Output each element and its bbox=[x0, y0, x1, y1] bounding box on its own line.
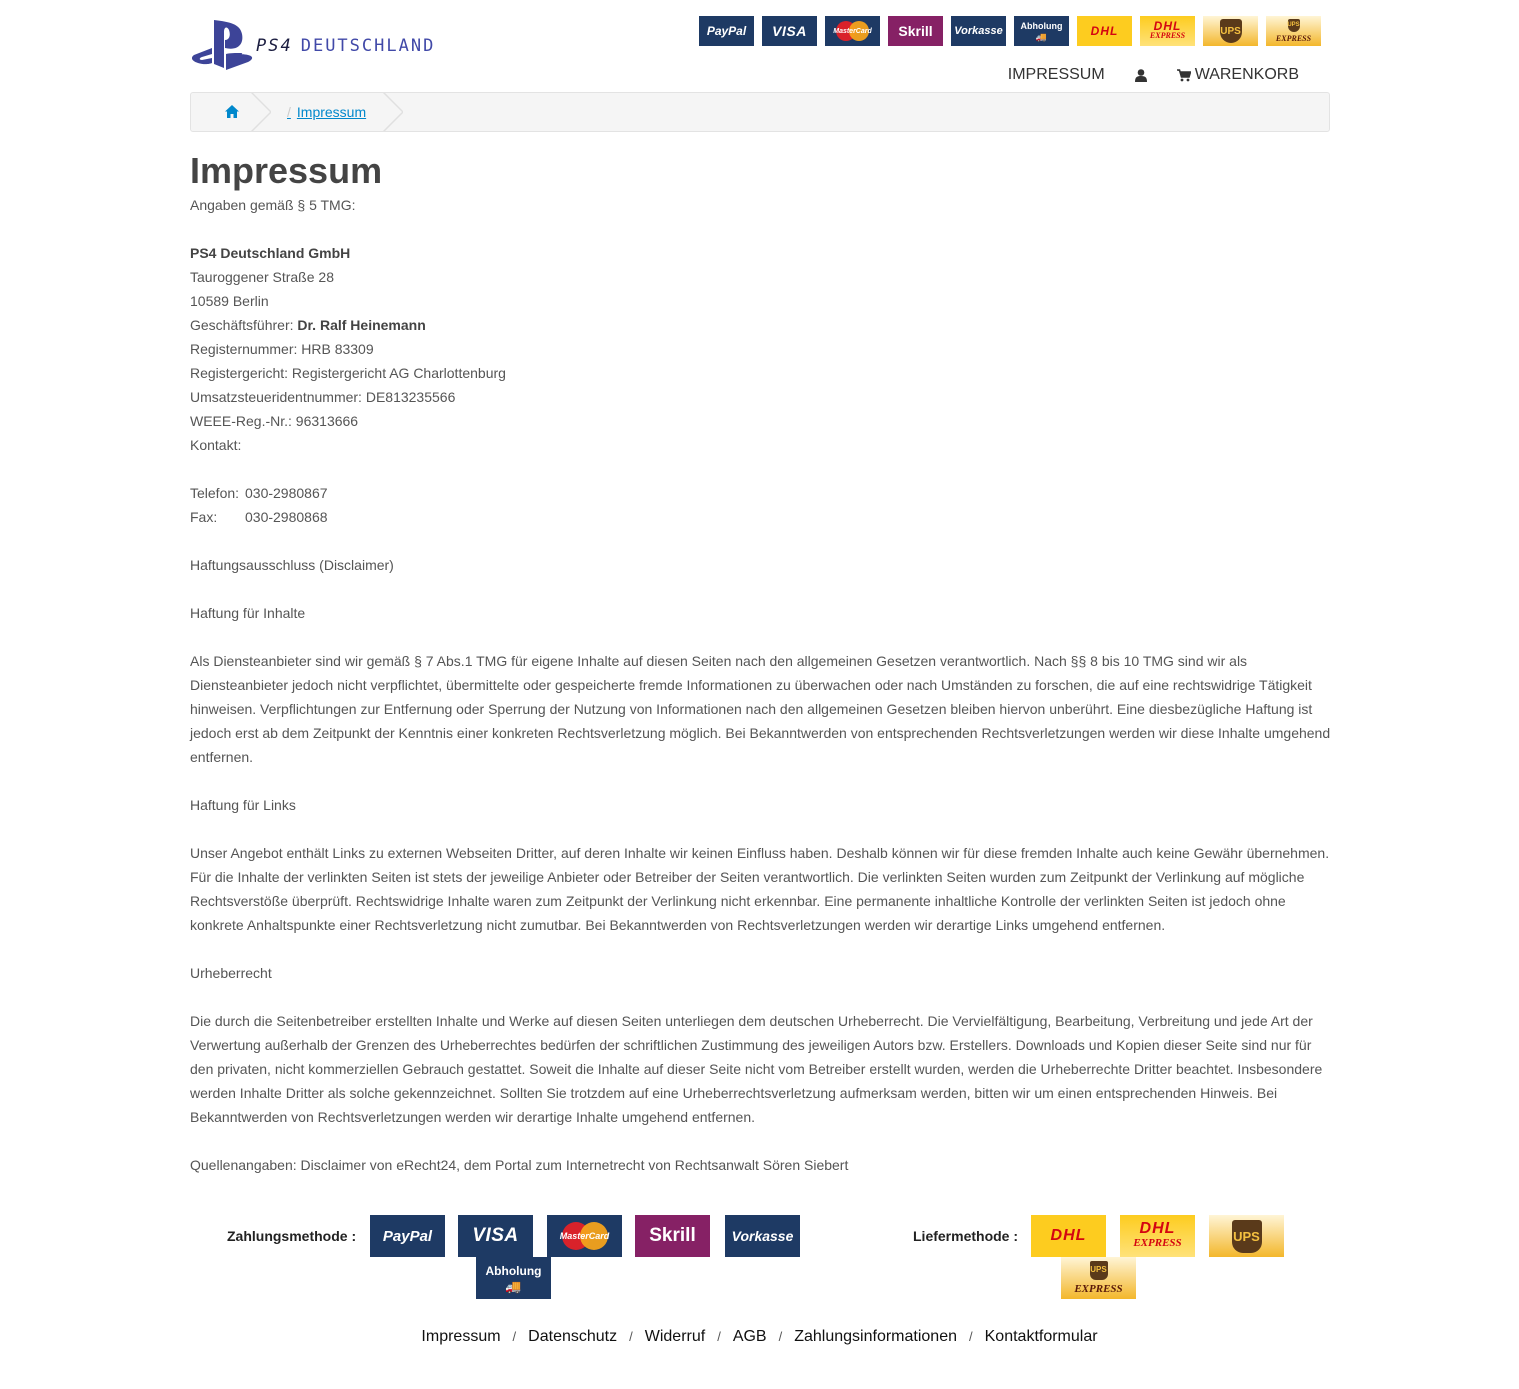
address-city: 10589 Berlin bbox=[190, 293, 269, 309]
cart-icon bbox=[1177, 69, 1191, 82]
footer-links: Impressum / Datenschutz / Widerruf / AGB / Zahlungsinformationen / Kontaktformular bbox=[421, 1328, 1098, 1345]
logo-text-ps4: PS4 bbox=[256, 36, 293, 56]
footer-dhl-express-badge: DHL EXPRESS bbox=[1120, 1215, 1195, 1257]
footer-paypal-badge: PayPal bbox=[370, 1215, 445, 1257]
footer-abholung-badge: Abholung 🚚 bbox=[476, 1257, 551, 1299]
home-icon bbox=[225, 105, 239, 118]
breadcrumb-home[interactable] bbox=[225, 105, 239, 121]
disclaimer-heading: Haftungsausschluss (Disclaimer) bbox=[190, 557, 394, 573]
nav-cart-label: WARENKORB bbox=[1194, 66, 1299, 83]
content-liability-heading: Haftung für Inhalte bbox=[190, 605, 306, 621]
footer-ups-express-badge: UPS EXPRESS bbox=[1061, 1257, 1136, 1299]
ups-shield-icon: UPS bbox=[1288, 19, 1300, 32]
footer-link-impressum[interactable]: Impressum bbox=[421, 1328, 501, 1345]
breadcrumb-separator-icon bbox=[383, 92, 403, 132]
fax-label: Fax: bbox=[190, 509, 218, 525]
breadcrumb-impressum[interactable]: / Impressum bbox=[287, 104, 367, 120]
manager-label: Geschäftsführer: bbox=[190, 317, 294, 333]
footer-visa-badge: VISA bbox=[458, 1215, 533, 1257]
paypal-badge: PayPal bbox=[699, 16, 754, 46]
register-court: Registergericht: Registergericht AG Charlottenburg bbox=[190, 365, 506, 381]
intro-text: Angaben gemäß § 5 TMG: bbox=[190, 197, 356, 213]
dhl-badge: DHL bbox=[1077, 16, 1132, 46]
copyright-text: Die durch die Seitenbetreiber erstellten Inhalte und Werke auf diesen Seiten unterliegen dem deutschen Urheberrecht. Die Vervielfältigung, Bearbeitung, Verbreitung und jede Art der Verwertung außerhalb der Grenzen des Urheberrechtes bedürfen der schriftlichen Zustimmung des jeweiligen Autors bzw. Erstellers. Downloads und Kopien dieser Seite sind nur für den privaten, nicht kommerziellen Gebrauch gestattet. Soweit die Inhalte auf dieser Seite nicht vom Betreiber erstellt wurden, werden die Urheberrechte Dritter beachtet. Insbesondere werden Inhalte Dritter als solche gekennzeichnet. Sollten Sie trotzdem auf eine Urheberrechtsverletzung aufmerksam werden, bitten wir um einen entsprechenden Hinweis. Bei Bekanntwerden von Rechtsverletzungen werden wir derartige Inhalte umgehend entfernen. bbox=[190, 1013, 1323, 1125]
user-icon bbox=[1135, 69, 1147, 82]
phone-label: Telefon: bbox=[190, 485, 240, 501]
links-liability-heading: Haftung für Links bbox=[190, 797, 296, 813]
abholung-badge: Abholung 🚚 bbox=[1014, 16, 1069, 46]
ups-badge bbox=[1203, 16, 1258, 46]
dhl-express-badge: DHL EXPRESS bbox=[1140, 16, 1195, 46]
company-name: PS4 Deutschland GmbH bbox=[190, 245, 351, 261]
nav-impressum[interactable]: IMPRESSUM bbox=[1007, 66, 1105, 83]
weee-number: WEEE-Reg.-Nr.: 96313666 bbox=[190, 413, 359, 429]
playstation-logo-icon bbox=[192, 18, 254, 72]
mastercard-badge: MasterCard bbox=[825, 16, 880, 46]
breadcrumb-separator-icon bbox=[251, 92, 271, 132]
copyright-heading: Urheberrecht bbox=[190, 965, 272, 981]
site-logo[interactable] bbox=[192, 18, 502, 74]
header-badges bbox=[699, 16, 1321, 46]
delivery-method-label: Liefermethode : bbox=[913, 1228, 1019, 1244]
ups-shield-icon: UPS bbox=[1090, 1261, 1108, 1280]
skrill-badge: Skrill bbox=[888, 16, 943, 46]
source-text: Quellenangaben: Disclaimer von eRecht24, dem Portal zum Internetrecht von Rechtsanwalt Sören Siebert bbox=[190, 1157, 849, 1173]
main-nav bbox=[993, 66, 1314, 84]
manager-name: Dr. Ralf Heinemann bbox=[297, 317, 426, 333]
fax-number: 030-2980868 bbox=[245, 509, 328, 525]
contact-label: Kontakt: bbox=[190, 437, 242, 453]
visa-badge: VISA bbox=[762, 16, 817, 46]
vorkasse-badge: Vorkasse bbox=[951, 16, 1006, 46]
logo-text-deutschland: DEUTSCHLAND bbox=[300, 36, 436, 56]
address-street: Tauroggener Straße 28 bbox=[190, 269, 334, 285]
content-liability-text: Als Diensteanbieter sind wir gemäß § 7 Abs.1 TMG für eigene Inhalte auf diesen Seiten nach den allgemeinen Gesetzen verantwortlich. Nach §§ 8 bis 10 TMG sind wir als Diensteanbieter jedoch nicht verpflichtet, übermittelte oder gespeicherte fremde Informationen zu überwachen oder nach Umständen zu forschen, die auf eine rechtswidrige Tätigkeit hinweisen. Verpflichtungen zur Entfernung oder Sperrung der Nutzung von Informationen nach den allgemeinen Gesetzen bleiben hiervon unberührt. Eine diesbezügliche Haftung ist jedoch erst ab dem Zeitpunkt der Kenntnis einer konkreten Rechtsverletzung möglich. Bei Bekanntwerden von entsprechenden Rechtsverletzungen werden wir diese Inhalte umgehend entfernen. bbox=[190, 653, 1331, 765]
ups-shield-icon: UPS bbox=[1220, 19, 1242, 43]
page-title: Impressum bbox=[190, 150, 383, 191]
links-liability-text: Unser Angebot enthält Links zu externen Webseiten Dritter, auf deren Inhalte wir keinen Einfluss haben. Deshalb können wir für diese fremden Inhalte auch keine Gewähr übernehmen. Für die Inhalte der verlinkten Seiten ist stets der jeweilige Anbieter oder Betreiber der Seiten verantwortlich. Die verlinkten Seiten wurden zum Zeitpunkt der Verlinkung auf mögliche Rechtsverstöße überprüft. Rechtswidrige Inhalte waren zum Zeitpunkt der Verlinkung nicht erkennbar. Eine permanente inhaltliche Kontrolle der verlinkten Seiten ist jedoch ohne konkrete Anhaltspunkte einer Rechtsverletzung nicht zumutbar. Bei Bekanntwerden von Rechtsverletzungen werden wir derartige Links umgehend entfernen. bbox=[190, 845, 1330, 933]
footer-link-agb[interactable]: AGB bbox=[732, 1328, 767, 1345]
vat-id: Umsatzsteueridentnummer: DE813235566 bbox=[190, 389, 456, 405]
footer-skrill-badge: Skrill bbox=[635, 1215, 710, 1257]
ups-shield-icon: UPS bbox=[1232, 1220, 1262, 1253]
footer-link-datenschutz[interactable]: Datenschutz bbox=[528, 1328, 618, 1345]
account-link[interactable] bbox=[1120, 69, 1162, 82]
nav-cart[interactable] bbox=[1162, 66, 1314, 84]
footer-link-kontaktformular[interactable]: Kontaktformular bbox=[984, 1328, 1098, 1345]
footer-vorkasse-badge: Vorkasse bbox=[725, 1215, 800, 1257]
truck-icon: 🚚 bbox=[505, 1278, 522, 1294]
footer-link-widerruf[interactable]: Widerruf bbox=[644, 1328, 706, 1345]
breadcrumb bbox=[190, 92, 1330, 132]
footer-dhl-badge: DHL bbox=[1031, 1215, 1106, 1257]
footer-mastercard-badge: MasterCard bbox=[547, 1215, 622, 1257]
truck-icon: 🚚 bbox=[1035, 31, 1048, 42]
footer-link-zahlungsinformationen[interactable]: Zahlungsinformationen bbox=[794, 1328, 957, 1345]
register-number: Registernummer: HRB 83309 bbox=[190, 341, 374, 357]
footer-ups-badge bbox=[1209, 1215, 1284, 1257]
impressum-content bbox=[190, 193, 1335, 1177]
payment-method-label: Zahlungsmethode : bbox=[227, 1228, 357, 1244]
ups-express-badge: UPS EXPRESS bbox=[1266, 16, 1321, 46]
phone-number: 030-2980867 bbox=[245, 485, 328, 501]
